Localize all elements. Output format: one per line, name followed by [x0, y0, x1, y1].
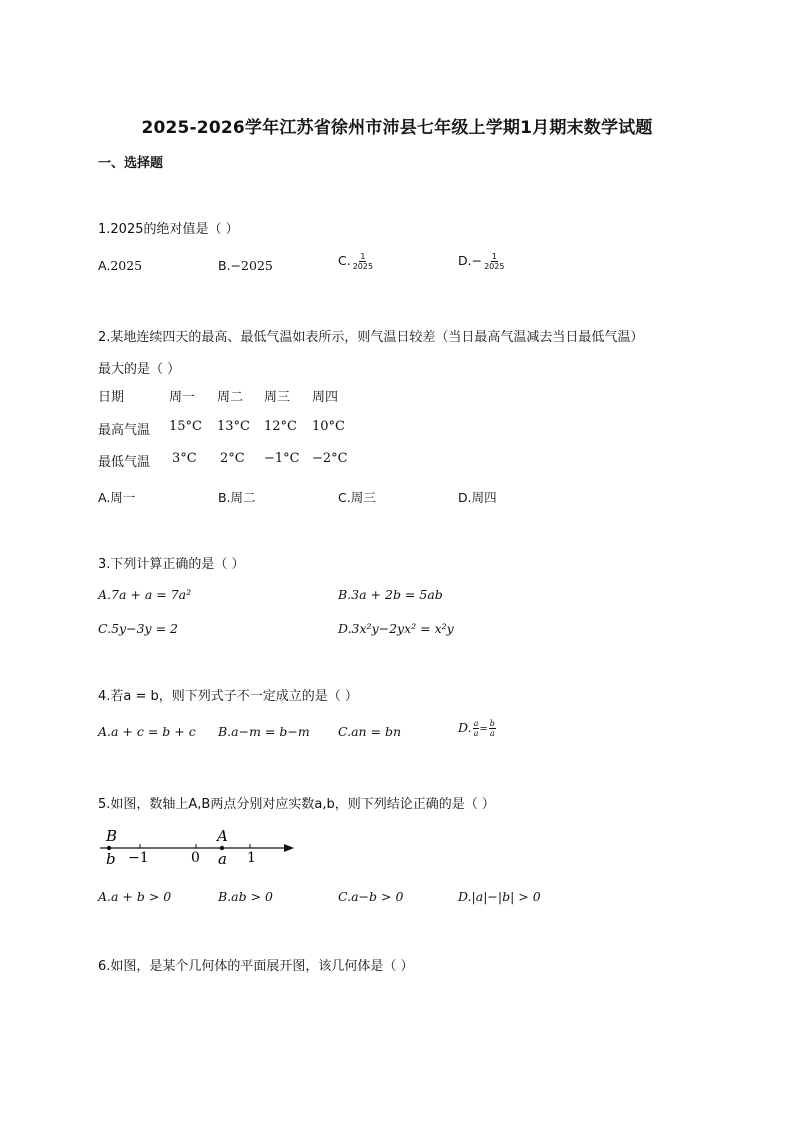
table-row-low-label: 最低气温	[98, 455, 151, 470]
question-1-option-a[interactable]: A.2025	[98, 258, 143, 273]
table-header-wed: 周三	[264, 390, 291, 405]
fraction: $\frac{b}{a}$	[489, 719, 495, 738]
table-cell: −1°C	[264, 451, 300, 466]
table-header-thu: 周四	[312, 390, 339, 405]
table-header-mon: 周一	[169, 390, 196, 405]
tick-label-b: b	[106, 850, 116, 868]
question-2-option-b[interactable]: B.周二	[218, 490, 256, 505]
table-cell: 3°C	[172, 451, 197, 466]
question-1-option-c[interactable]: C. $\frac{1}{2025}$	[338, 252, 374, 271]
point-b-label: B	[106, 827, 118, 845]
question-1-option-b[interactable]: B.−2025	[218, 258, 273, 273]
section-heading: 一、选择题	[98, 156, 164, 171]
table-cell: 12°C	[264, 419, 297, 434]
question-3-option-b[interactable]: B.3a + 2b = 5ab	[338, 587, 443, 602]
question-5-option-c[interactable]: C.a−b > 0	[338, 889, 404, 904]
question-2-option-a[interactable]: A.周一	[98, 490, 136, 505]
question-5-option-a[interactable]: A.a + b > 0	[98, 889, 172, 904]
question-4-stem: 4.若a = b，则下列式子不一定成立的是（ ）	[98, 689, 358, 704]
question-3-option-a[interactable]: A.7a + a = 7a²	[98, 587, 192, 602]
tick-label-neg1: −1	[128, 850, 149, 866]
table-header-date: 日期	[98, 390, 125, 405]
fraction: $\frac{a}{a}$	[473, 719, 479, 738]
question-6-stem: 6.如图，是某个几何体的平面展开图，该几何体是（ ）	[98, 959, 414, 974]
fraction: $\frac{1}{2025}$	[352, 252, 374, 271]
tick-label-0: 0	[191, 850, 200, 866]
question-5-stem: 5.如图，数轴上A,B两点分别对应实数a,b，则下列结论正确的是（ ）	[98, 797, 495, 812]
question-3-option-c[interactable]: C.5y−3y = 2	[98, 621, 178, 636]
question-1-option-d[interactable]: D.− $\frac{1}{2025}$	[458, 252, 505, 271]
tick-label-a: a	[218, 850, 227, 868]
arrow-head-icon	[284, 844, 294, 852]
question-5-option-d[interactable]: D.|a|−|b| > 0	[458, 889, 541, 904]
question-3-stem: 3.下列计算正确的是（ ）	[98, 557, 245, 572]
question-4-option-c[interactable]: C.an = bn	[338, 724, 402, 739]
question-2-stem-line1: 2.某地连续四天的最高、最低气温如表所示，则气温日较差（当日最高气温减去当日最低气温）	[98, 330, 644, 345]
question-5-option-b[interactable]: B.ab > 0	[218, 889, 273, 904]
fraction: $\frac{1}{2025}$	[484, 252, 505, 271]
question-4-option-b[interactable]: B.a−m = b−m	[218, 724, 310, 739]
temperature-table	[98, 386, 398, 476]
question-4-option-d[interactable]: D. $\frac{a}{a}$ = $\frac{b}{a}$	[458, 719, 495, 738]
question-2-option-d[interactable]: D.周四	[458, 490, 497, 505]
table-cell: 13°C	[217, 419, 250, 434]
table-cell: −2°C	[312, 451, 348, 466]
question-3-option-d[interactable]: D.3x²y−2yx² = x²y	[338, 621, 454, 636]
question-1-stem: 1.2025的绝对值是（ ）	[98, 222, 239, 237]
table-cell: 2°C	[220, 451, 245, 466]
table-cell: 10°C	[312, 419, 345, 434]
tick-label-1: 1	[247, 850, 256, 866]
number-line-figure	[98, 824, 298, 872]
question-4-option-a[interactable]: A.a + c = b + c	[98, 724, 196, 739]
question-2-option-c[interactable]: C.周三	[338, 490, 376, 505]
question-2-stem-line2: 最大的是（ ）	[98, 362, 181, 377]
table-cell: 15°C	[169, 419, 202, 434]
point-a-label: A	[217, 827, 228, 845]
table-row-high-label: 最高气温	[98, 423, 151, 438]
table-header-tue: 周二	[217, 390, 244, 405]
page-title: 2025-2026学年江苏省徐州市沛县七年级上学期1月期末数学试题	[141, 118, 653, 138]
